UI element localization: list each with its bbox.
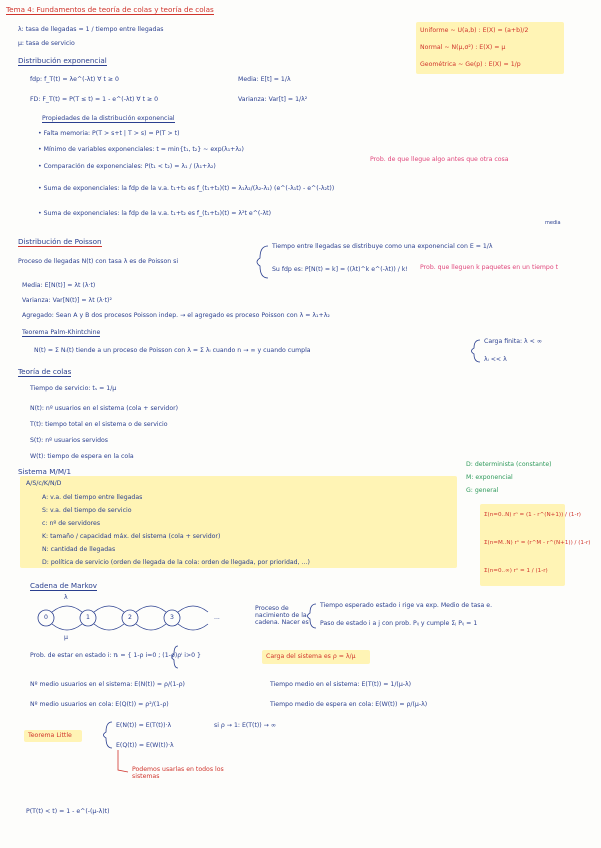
poisson-brace-2: Su fdp es: P[N(t) = k] = ((λt)^k e^(-λt)) / k! [272, 266, 408, 273]
palm-brace [472, 340, 481, 362]
colas-item-1: Tiempo de servicio: tₛ = 1/μ [30, 385, 117, 392]
kendall-item-2: S: v.a. del tiempo de servicio [42, 507, 132, 514]
exp-note-prob: Prob. de que llegue algo antes que otra cosa [370, 156, 509, 163]
poisson-brace [257, 246, 268, 278]
exp-props-heading: Propiedades de la distribución exponencial [42, 115, 175, 122]
little-note: Podemos usarlas en todos los sistemas [132, 766, 224, 781]
markov-brace-2: Paso de estado i a j con prob. Pᵢⱼ y cumple Σⱼ Pᵢⱼ = 1 [320, 620, 478, 627]
palm-cond-2: λᵢ << λ [484, 356, 507, 363]
markov-state-more: ... [214, 614, 220, 621]
little-eq-2: E(Q(t)) = E(W(t))·λ [116, 742, 174, 749]
little-ext: si ρ → 1: E(T(t)) → ∞ [214, 722, 276, 729]
colas-item-3: T(t): tiempo total en el sistema o de servicio [30, 421, 168, 428]
mu-def: μ: tasa de servicio [18, 40, 75, 47]
kendall-dist-d: D: determinista (constante) [466, 461, 552, 468]
little-brace [104, 722, 113, 748]
markov-state-3-label: 3 [170, 614, 174, 621]
kendall-item-5: N: cantidad de llegadas [42, 546, 116, 553]
kendall-item-3: c: nº de servidores [42, 520, 101, 527]
markov-arrow-forward-2 [136, 606, 166, 612]
exp-var: Varianza: Var[t] = 1/λ² [238, 96, 308, 103]
markov-brace-1: Tiempo esperado estado i rige va exp. Medio de tasa e. [320, 602, 493, 609]
palm-theorem: N(t) = Σ Nᵢ(t) tiende a un proceso de Poisson con λ = Σ λᵢ cuando n → ∞ y cuando cumpla [34, 347, 311, 354]
palm-cond-1: Carga finita: λ < ∞ [484, 338, 542, 345]
kendall-item-6: D: política de servicio (orden de llegada de la cola: orden de llegada, por prioridad, ...) [42, 559, 310, 566]
sum-infinite: Σ(n=0..∞) rⁿ = 1 / (1-r) [484, 568, 548, 574]
little-note-arrow [118, 750, 128, 772]
kendall-dist-m: M: exponencial [466, 474, 513, 481]
palm-heading: Teorema Palm-Khintchine [22, 329, 101, 336]
dist-uniform: Uniforme ~ U(a,b) : E(X) = (a+b)/2 [420, 27, 529, 34]
poisson-agregado: Agregado: Sean A y B dos procesos Poisson indep. → el agregado es proceso Poisson con λ = λ₁+λ₂ [22, 312, 330, 319]
markov-state-1-label: 1 [86, 614, 90, 621]
mm1-heading: Sistema M/M/1 [18, 467, 72, 476]
exp-heading: Distribución exponencial [18, 56, 107, 65]
kendall-notation: A/S/c/K/N/D [26, 480, 62, 487]
markov-arrow-back-1 [94, 624, 124, 630]
poisson-var: Varianza: Var[N(t)] = λt (λ·t)² [22, 297, 112, 304]
dist-geometric: Geométrica ~ Ge(p) : E(X) = 1/p [420, 61, 521, 68]
markov-arrow-back-0 [52, 624, 82, 630]
poisson-arrivals: Proceso de llegadas N(t) con tasa λ es de Poisson si [18, 258, 179, 265]
kendall-item-4: K: tamaño / capacidad máx. del sistema (cola + servidor) [42, 533, 221, 540]
exp-media: Media: E[t] = 1/λ [238, 76, 291, 83]
exp-prop-4: • Suma de exponenciales: la fdp de la v.a. t₁+t₂ es f_(t₁+t₂)(t) = λ₁λ₂/(λ₂-λ₁) (e^(-λ₁t) - e^(-λ₂t)) [38, 185, 335, 192]
exp-prop-1: • Falta memoria: P(T > s+t | T > s) = P(T > t) [38, 130, 180, 137]
poisson-note-top: media [545, 220, 561, 226]
colas-item-4: S(t): nº usuarios servidos [30, 437, 109, 444]
markov-prob: Prob. de estar en estado i: πᵢ = { 1-ρ i=0 ; (1-ρ)ρⁱ i>0 } [30, 652, 201, 659]
markov-arrow-back-3 [178, 624, 208, 630]
dist-normal: Normal ~ N(μ,σ²) : E(X) = μ [420, 44, 506, 51]
little-eq-1: E(N(t)) = E(T(t))·λ [116, 722, 172, 729]
kendall-item-1: A: v.a. del tiempo entre llegadas [42, 494, 143, 501]
sum-range: Σ(n=M..N) rⁿ = (r^M - r^(N+1)) / (1-r) [484, 540, 591, 546]
exp-prop-5: • Suma de exponenciales: la fdp de la v.a. t₁+t₂ es f_(t₁+t₂)(t) = λ²t e^(-λt) [38, 210, 272, 217]
markov-arrow-forward-1 [94, 606, 124, 612]
markov-t-queue: Tiempo medio de espera en cola: E(W(t)) = ρ/(μ-λ) [270, 701, 428, 708]
lambda-def: λ: tasa de llegadas = 1 / tiempo entre llegadas [18, 26, 164, 33]
sum-finite: Σ(n=0..N) rⁿ = (1 - r^(N+1)) / (1-r) [484, 512, 581, 518]
markov-arrow-forward-0 [52, 606, 82, 612]
markov-desc: Proceso de nacimiento de la cadena. Nacer es [255, 605, 309, 627]
markov-state-2-label: 2 [128, 614, 132, 621]
kendall-dist-g: G: general [466, 487, 499, 494]
poisson-heading: Distribución de Poisson [18, 237, 102, 246]
markov-mu-label: μ [64, 634, 68, 641]
markov-n-sys: Nº medio usuarios en el sistema: E(N(t)) = ρ/(1-ρ) [30, 681, 185, 688]
colas-heading: Teoría de colas [18, 367, 72, 376]
markov-heading: Cadena de Markov [30, 581, 98, 590]
poisson-brace-1: Tiempo entre llegadas se distribuye como una exponencial con E = 1/λ [272, 243, 493, 250]
markov-lambda-label: λ [64, 594, 68, 601]
exp-prop-3: • Comparación de exponenciales: P(t₁ < t₂) = λ₁ / (λ₁+λ₂) [38, 163, 216, 170]
exp-prop-2: • Mínimo de variables exponenciales: t = min{t₁, t₂} ~ exp(λ₁+λ₂) [38, 146, 244, 153]
exp-fd: FD: F_T(t) = P(T ≤ t) = 1 - e^(-λt) ∀ t ≥ 0 [30, 96, 159, 103]
colas-item-2: N(t): nº usuarios en el sistema (cola + servidor) [30, 405, 179, 412]
markov-t-sys: Tiempo medio en el sistema: E(T(t)) = 1/(μ-λ) [270, 681, 412, 688]
final-formula: P(T(t) < t) = 1 - e^(-(μ-λ)t) [26, 808, 110, 815]
colas-item-5: W(t): tiempo de espera en la cola [30, 453, 134, 460]
markov-arrow-forward-3 [178, 606, 208, 612]
markov-state-0-label: 0 [44, 614, 48, 621]
markov-n-queue: Nº medio usuarios en cola: E(Q(t)) = ρ²/(1-ρ) [30, 701, 169, 708]
poisson-media: Media: E[N(t)] = λt (λ·t) [22, 282, 96, 289]
little-label: Teorema Little [28, 732, 72, 739]
exp-fdp: fdp: f_T(t) = λe^(-λt) ∀ t ≥ 0 [30, 76, 119, 83]
markov-load: Carga del sistema es ρ = λ/μ [266, 653, 356, 660]
page-title: Tema 4: Fundamentos de teoría de colas y teoría de colas [6, 5, 214, 14]
poisson-note-k: Prob. que lleguen k paquetes en un tiempo t [420, 264, 559, 271]
markov-arrow-back-2 [136, 624, 166, 630]
